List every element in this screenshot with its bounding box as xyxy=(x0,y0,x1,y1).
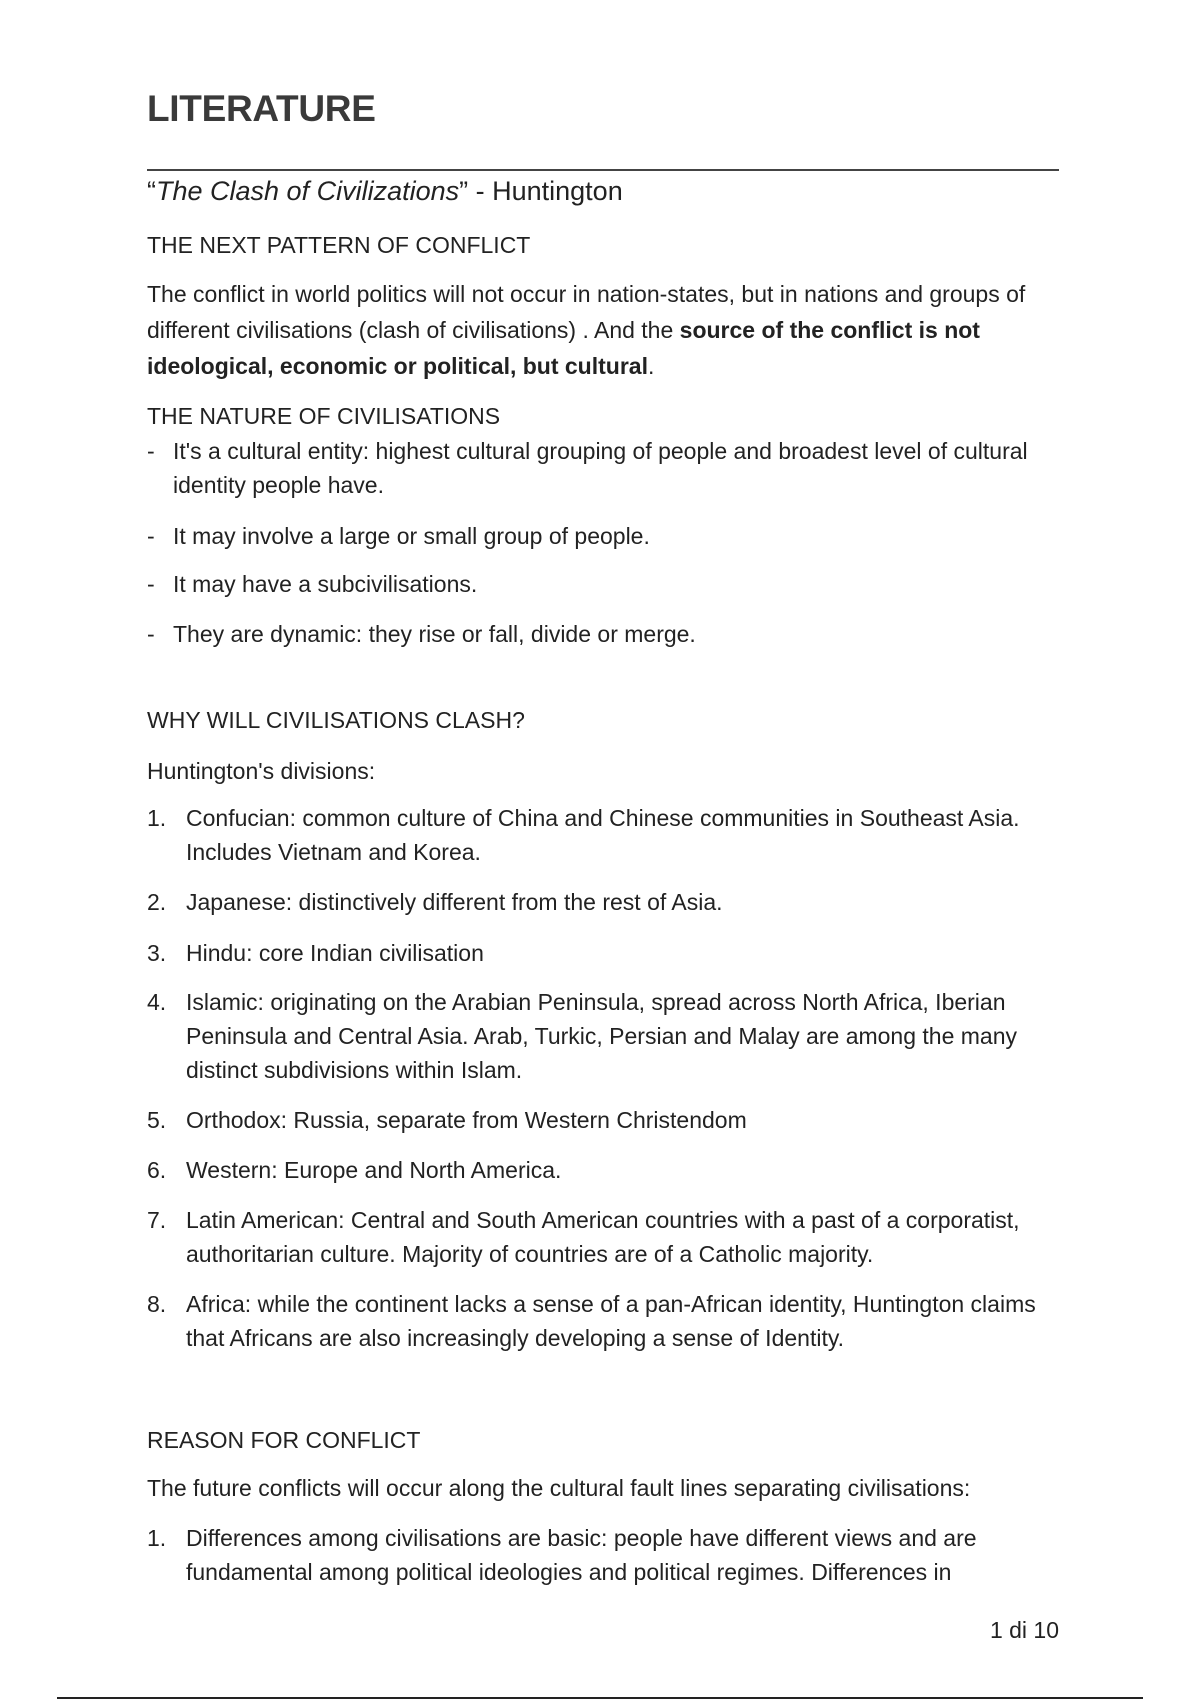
bullet-item xyxy=(147,567,1059,601)
bullet-item xyxy=(147,617,1059,651)
title-divider xyxy=(147,169,1059,171)
numbered-item xyxy=(147,985,1059,1087)
item-number: 5. xyxy=(147,1107,167,1133)
item-text: Orthodox: Russia, separate from Western Christendom xyxy=(186,1107,747,1133)
item-number: 1. xyxy=(147,805,167,831)
numbered-item xyxy=(147,1203,1059,1271)
section-heading-reason: REASON FOR CONFLICT xyxy=(147,1427,421,1453)
item-text: Western: Europe and North America. xyxy=(186,1157,562,1183)
numbered-item xyxy=(147,1521,1059,1589)
item-text: Latin American: Central and South American countries with a past of a corporatist, authoritarian culture. Majority of countries are of a Catholic majority. xyxy=(186,1207,1020,1267)
next-pattern-paragraph xyxy=(147,276,1052,384)
numbered-item xyxy=(147,801,1059,869)
bullet-item xyxy=(147,519,1059,553)
document-title: LITERATURE xyxy=(147,88,376,129)
numbered-item xyxy=(147,1103,1059,1137)
item-text: Japanese: distinctively different from the rest of Asia. xyxy=(186,889,723,915)
item-text: Confucian: common culture of China and Chinese communities in Southeast Asia. Includes Vietnam and Korea. xyxy=(186,805,1020,865)
document-subtitle xyxy=(147,176,623,207)
section-heading-next-pattern: THE NEXT PATTERN OF CONFLICT xyxy=(147,232,531,258)
item-text: Differences among civilisations are basic: people have different views and are fundamental among political ideologies and political regimes. Differences in xyxy=(186,1525,977,1585)
next-pattern-text-1: The conflict in world politics will not occur in nation-states, but in nations and groups of different civilisations (clash of civilisations) . And the xyxy=(147,281,1026,343)
item-number: 1. xyxy=(147,1525,167,1551)
item-number: 7. xyxy=(147,1207,167,1233)
page-bottom-divider xyxy=(57,1697,1143,1699)
bullet-marker: - xyxy=(147,438,155,464)
next-pattern-text-bold: source of the conflict is not ideological, economic or political, but cultural xyxy=(147,317,980,379)
bullet-marker: - xyxy=(147,621,155,647)
section-heading-why-clash: WHY WILL CIVILISATIONS CLASH? xyxy=(147,707,525,733)
section-heading-nature: THE NATURE OF CIVILISATIONS xyxy=(147,403,501,429)
item-number: 6. xyxy=(147,1157,167,1183)
page-number: 1 di 10 xyxy=(989,1617,1059,1643)
bullet-text: They are dynamic: they rise or fall, divide or merge. xyxy=(173,621,696,647)
subtitle-quote-close: ” xyxy=(459,176,469,206)
item-text: Hindu: core Indian civilisation xyxy=(186,940,484,966)
bullet-marker: - xyxy=(147,571,155,597)
numbered-item xyxy=(147,885,1059,919)
bullet-text: It may have a subcivilisations. xyxy=(173,571,478,597)
bullet-text: It's a cultural entity: highest cultural grouping of people and broadest level of cultural identity people have. xyxy=(173,438,1028,498)
item-text: Islamic: originating on the Arabian Peninsula, spread across North Africa, Iberian Peninsula and Central Asia. Arab, Turkic, Persian and Malay are among the many distinct subdivisions within Islam. xyxy=(186,989,1018,1083)
subtitle-work-title: The Clash of Civilizations xyxy=(156,176,460,206)
subtitle-author: - Huntington xyxy=(468,176,623,206)
item-number: 3. xyxy=(147,940,167,966)
numbered-item xyxy=(147,936,1059,970)
reason-intro: The future conflicts will occur along the cultural fault lines separating civilisations: xyxy=(147,1475,971,1501)
numbered-item xyxy=(147,1287,1059,1355)
item-text: Africa: while the continent lacks a sense of a pan-African identity, Huntington claims that Africans are also increasingly developing a sense of Identity. xyxy=(186,1291,1036,1351)
bullet-text: It may involve a large or small group of people. xyxy=(173,523,650,549)
item-number: 2. xyxy=(147,889,167,915)
next-pattern-text-2: . xyxy=(647,353,655,379)
item-number: 4. xyxy=(147,989,167,1015)
bullet-item xyxy=(147,434,1059,502)
bullet-marker: - xyxy=(147,523,155,549)
item-number: 8. xyxy=(147,1291,167,1317)
subtitle-quote-open: “ xyxy=(147,176,156,206)
divisions-intro: Huntington's divisions: xyxy=(147,758,376,784)
numbered-item xyxy=(147,1153,1059,1187)
